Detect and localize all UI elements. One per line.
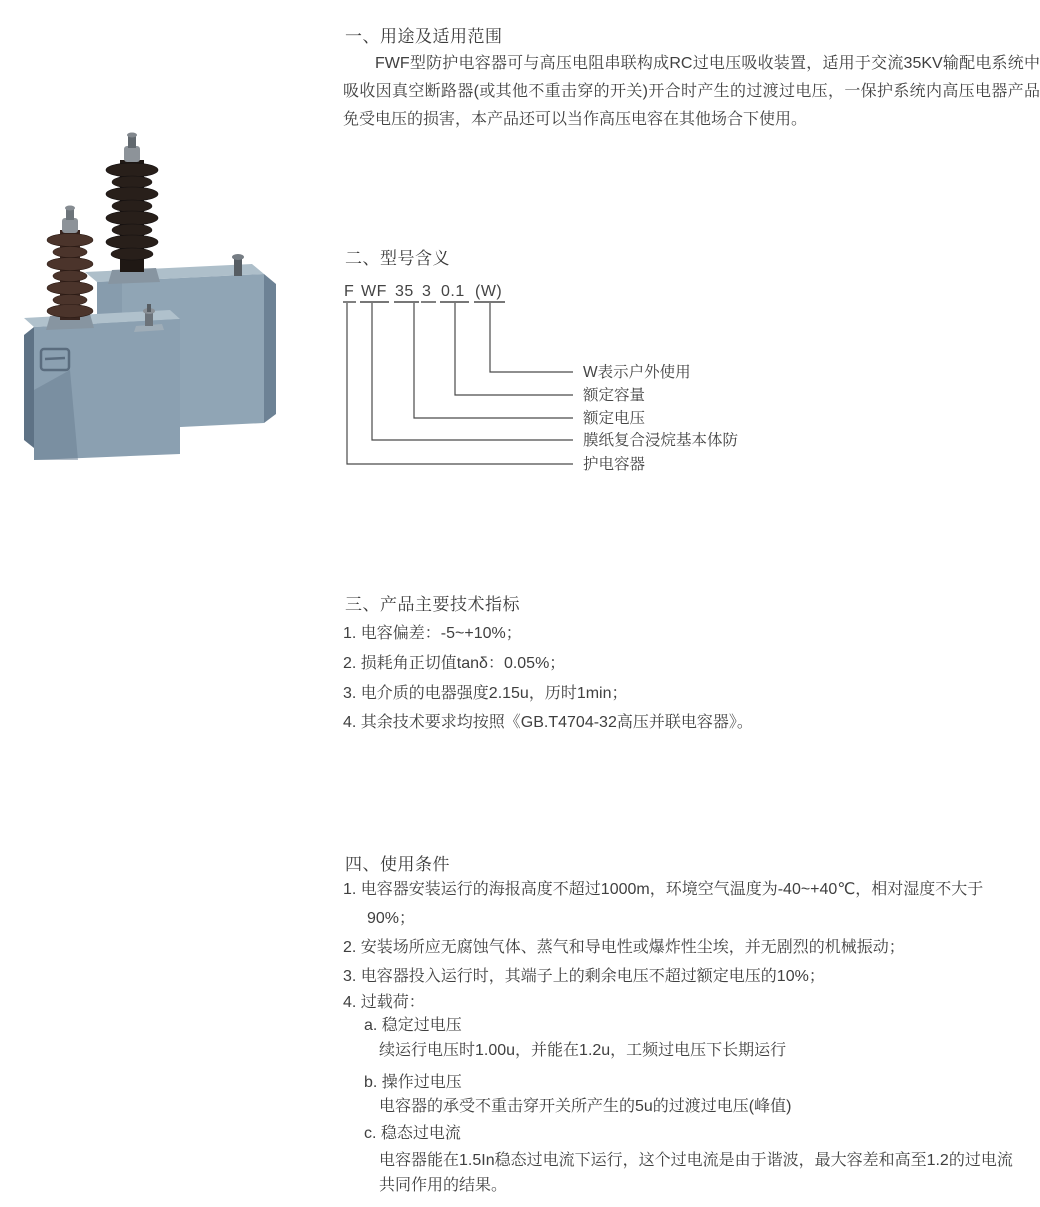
spec-item: 3. 电介质的电器强度2.15u，历时1min； (343, 685, 628, 702)
condition-line: 4. 过载荷： (343, 994, 425, 1011)
condition-subline: 电容器能在1.5In稳态过电流下运行，这个过电流是由于谐波，最大容差和高至1.2的过电流 (379, 1152, 1013, 1169)
model-meaning-label: 额定容量 (583, 387, 646, 404)
model-code-segment: 35 (395, 283, 414, 300)
section2-title: 二、型号含义 (345, 249, 450, 268)
condition-line: 2. 安装场所应无腐蚀气体、蒸气和导电性或爆炸性尘埃，并无剧烈的机械振动； (343, 939, 905, 956)
bushing-insulator-brown (46, 206, 94, 331)
section1-title: 一、用途及适用范围 (345, 27, 503, 46)
condition-line: 1. 电容器安装运行的海报高度不超过1000m，环境空气温度为-40~+40℃，相对湿度不大于 (343, 881, 984, 898)
condition-subline: b. 操作过电压 (364, 1074, 462, 1091)
condition-subline: a. 稳定过电压 (364, 1017, 462, 1034)
model-meaning-label: W表示户外使用 (583, 364, 691, 381)
spec-item: 2. 损耗角正切值tanδ：0.05%； (343, 655, 566, 672)
model-code-segment: F (344, 283, 355, 300)
callout-lines (347, 303, 573, 464)
model-code-segment: 0.1 (441, 283, 465, 300)
spec-item: 1. 电容偏差：-5~+10%； (343, 625, 522, 642)
condition-line: 90%； (367, 910, 416, 927)
back-box-side-face (264, 274, 276, 423)
model-meaning-label: 护电容器 (583, 456, 646, 473)
condition-subline: 续运行电压时1.00u，并能在1.2u，工频过电压下长期运行 (379, 1042, 787, 1059)
model-meaning-label: 膜纸复合浸烷基本体防 (583, 432, 739, 449)
section1-paragraph: FWF型防护电容器可与高压电阻串联构成RC过电压吸收装置，适用于交流35KV输配电系统中吸收因真空断路器(或其他不重击穿的开关)开合时产生的过渡过电压，一保护系统内高压电器产品免受电压的损害，本产品还可以当作高压电容在其他场合下使用。 (343, 55, 1040, 128)
condition-subline: 电容器的承受不重击穿开关所产生的5u的过渡过电压(峰值) (379, 1098, 792, 1115)
model-code-diagram (343, 280, 773, 480)
front-box-side-face (24, 327, 34, 448)
section3-title: 三、产品主要技术指标 (345, 595, 520, 614)
model-code-segment: WF (361, 283, 387, 300)
product-photo (12, 130, 330, 462)
model-code-segment: (W) (475, 283, 503, 300)
condition-line: 3. 电容器投入运行时，其端子上的剩余电压不超过额定电压的10%； (343, 968, 825, 985)
section4-title: 四、使用条件 (345, 855, 450, 874)
model-meaning-label: 额定电压 (583, 410, 646, 427)
bushing-insulator-dark (106, 133, 160, 285)
condition-subline: 共同作用的结果。 (379, 1177, 508, 1194)
condition-subline: c. 稳态过电流 (364, 1125, 461, 1142)
spec-item: 4. 其余技术要求均按照《GB.T4704-32高压并联电容器》。 (343, 714, 753, 731)
model-code-segment: 3 (422, 283, 432, 300)
